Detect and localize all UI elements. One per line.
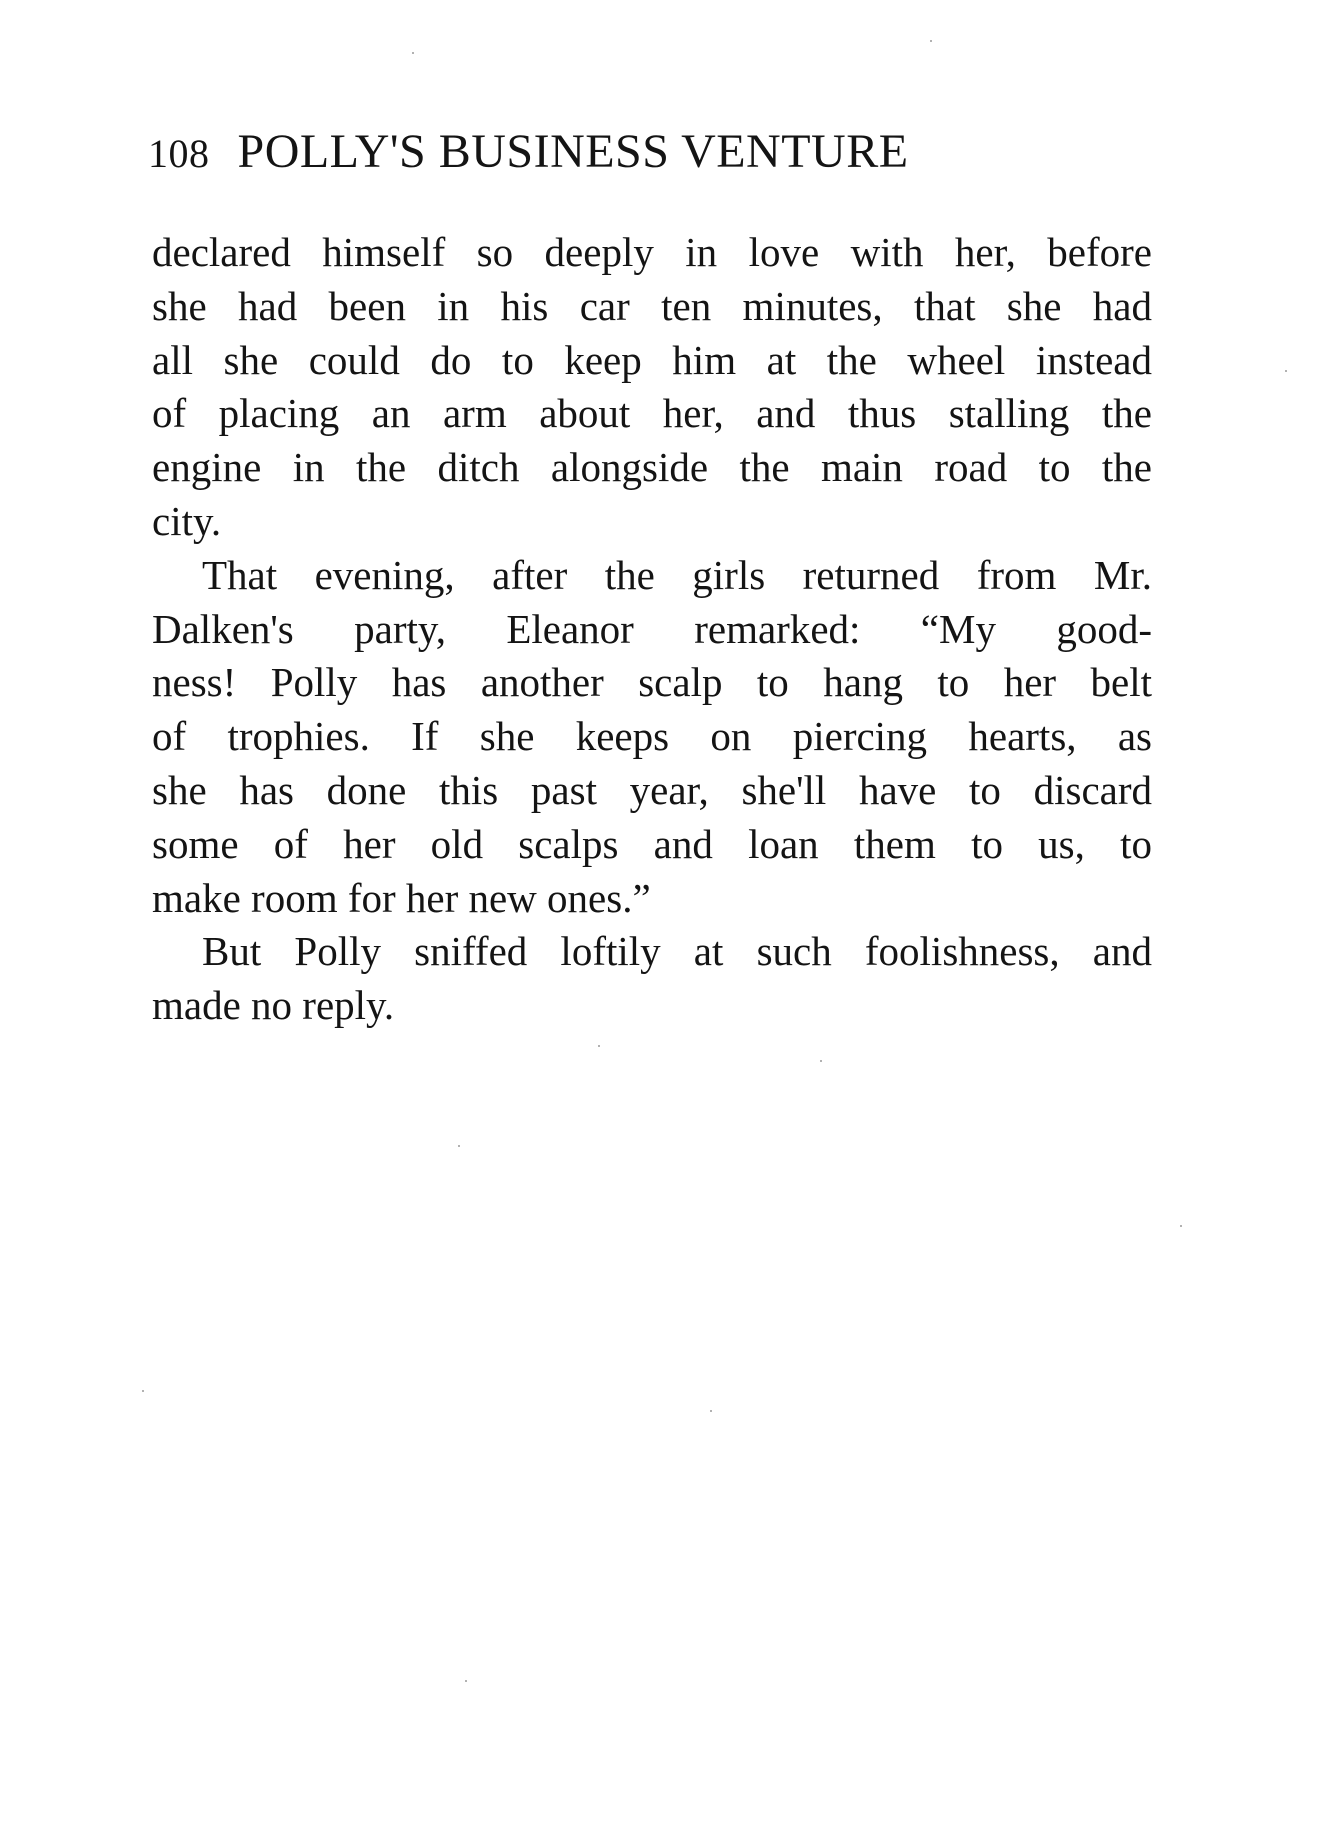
- body-text: [152, 226, 1152, 1033]
- print-speck: [930, 40, 932, 42]
- page-number: 108: [148, 131, 210, 176]
- print-speck: [465, 1680, 467, 1682]
- text-line: made no reply.: [152, 982, 395, 1029]
- text-line: Dalken's party, Eleanor remarked: “My good-: [152, 605, 1152, 652]
- print-speck: [1180, 1225, 1182, 1227]
- print-speck: [1285, 370, 1287, 372]
- print-speck: [142, 1390, 144, 1392]
- text-line: That evening, after the girls returned from Mr.: [202, 551, 1152, 598]
- print-speck: [598, 1045, 600, 1047]
- text-line: all she could do to keep him at the wheel instead: [152, 336, 1152, 383]
- text-line: ness! Polly has another scalp to hang to her belt: [152, 659, 1152, 706]
- text-line: of trophies. If she keeps on piercing hearts, as: [152, 713, 1152, 760]
- running-title: POLLY'S BUSINESS VENTURE: [237, 125, 909, 178]
- print-speck: [820, 1060, 822, 1062]
- print-speck: [412, 52, 414, 54]
- print-speck: [458, 1145, 460, 1147]
- text-line: some of her old scalps and loan them to us, to: [152, 820, 1152, 867]
- text-line: she had been in his car ten minutes, that she had: [152, 282, 1152, 329]
- running-head: [148, 122, 909, 184]
- text-line: But Polly sniffed loftily at such foolishness, and: [202, 928, 1152, 975]
- text-line: of placing an arm about her, and thus stalling the: [152, 390, 1152, 437]
- text-line: engine in the ditch alongside the main road to the: [152, 444, 1152, 491]
- text-line: make room for her new ones.”: [152, 874, 651, 921]
- text-line: city.: [152, 497, 222, 544]
- text-line: she has done this past year, she'll have to discard: [152, 766, 1152, 813]
- text-line: declared himself so deeply in love with her, before: [152, 229, 1152, 275]
- print-speck: [710, 1410, 712, 1412]
